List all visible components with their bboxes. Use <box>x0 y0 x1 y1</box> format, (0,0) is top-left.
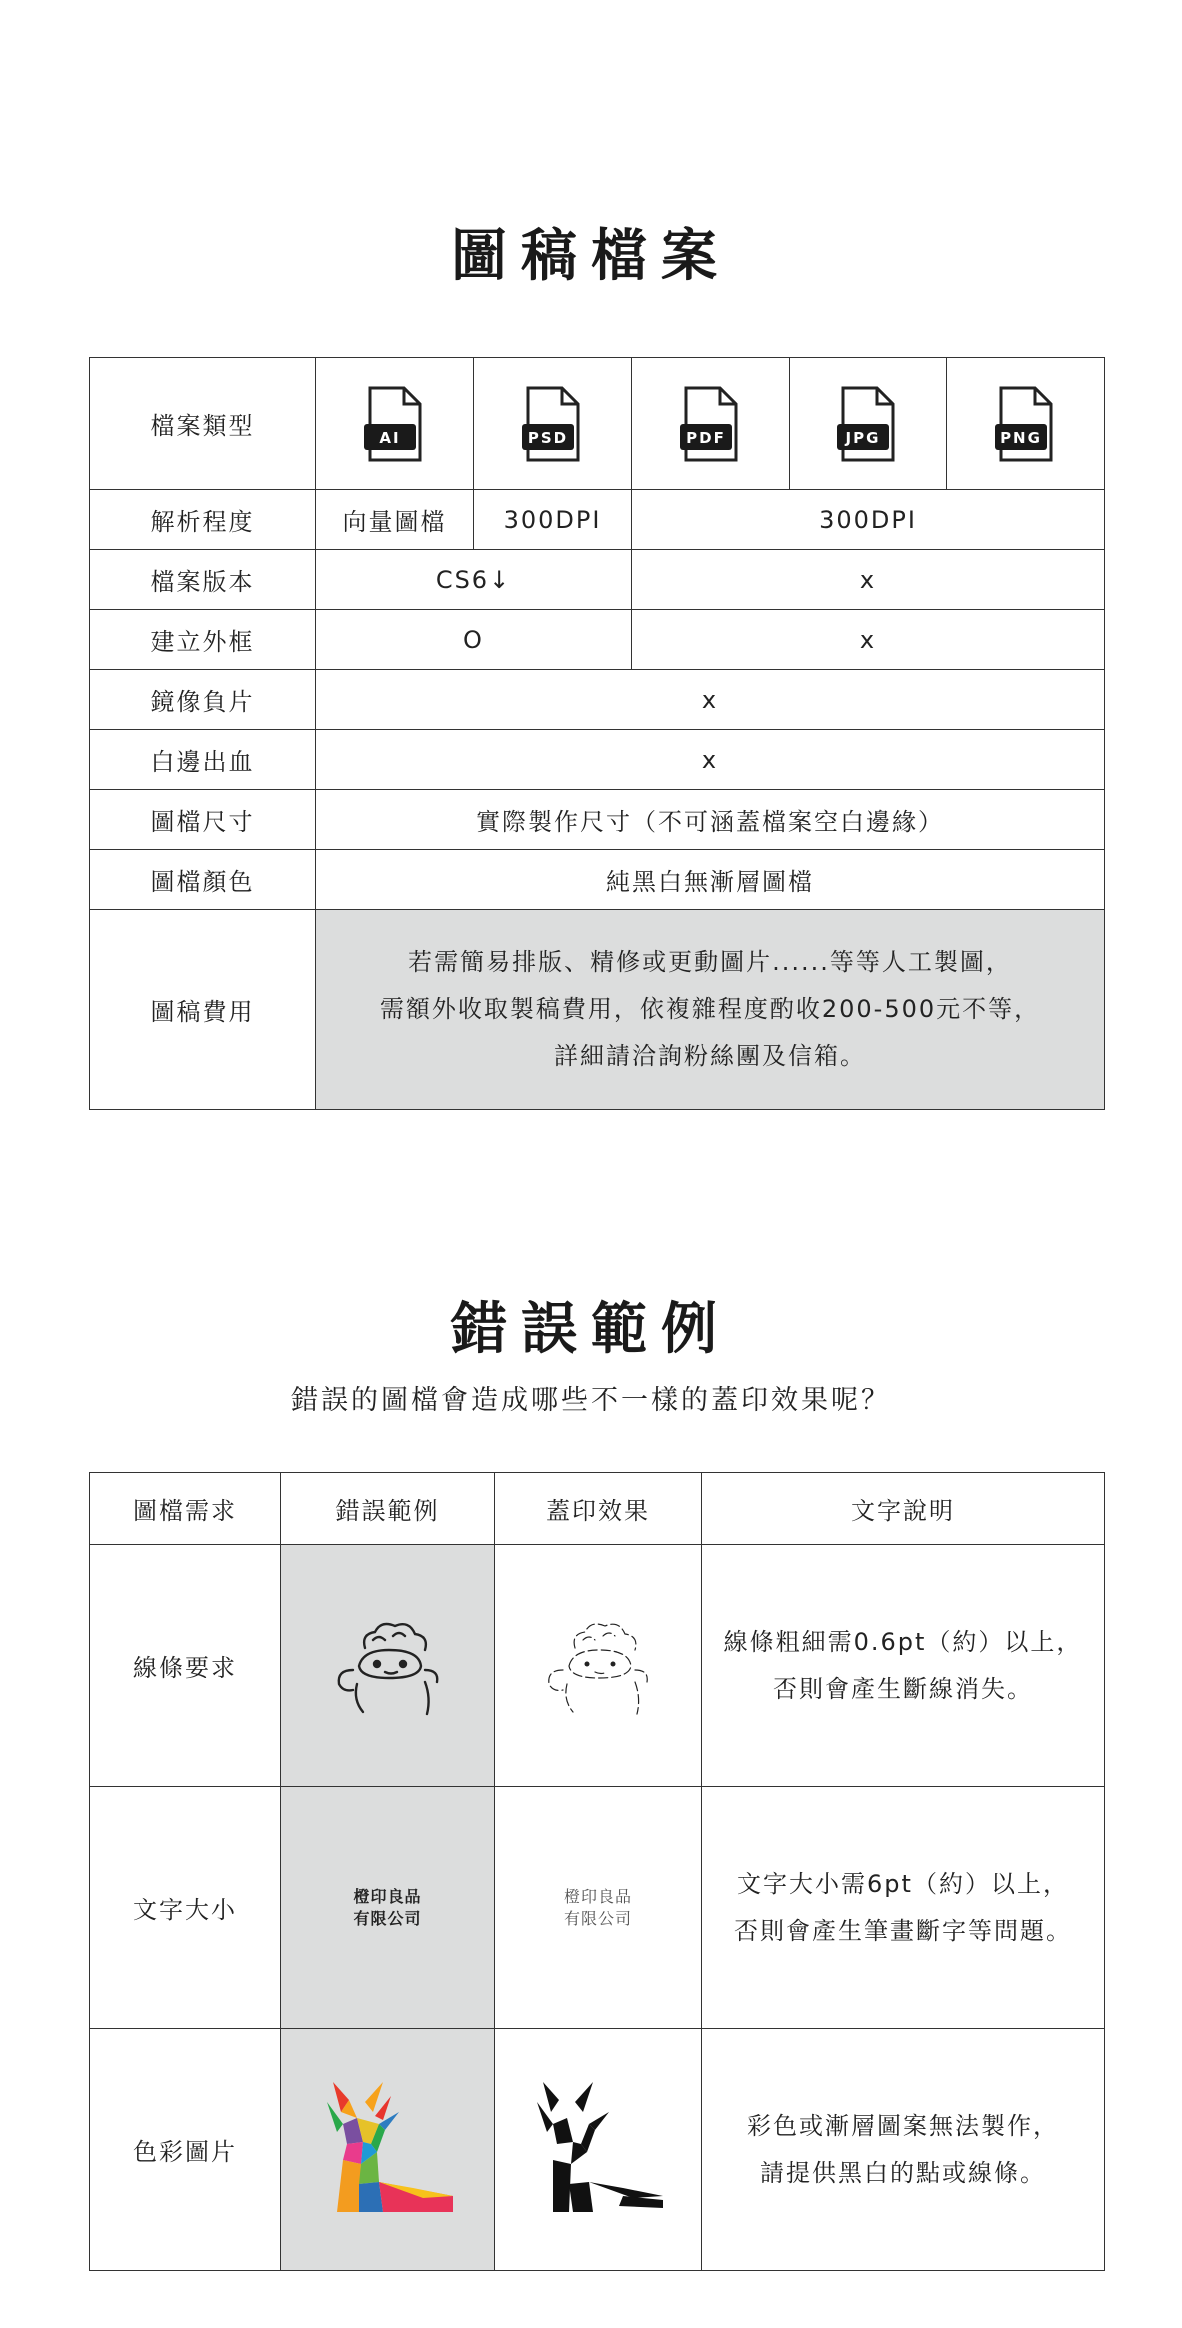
sample-text-line: 橙印良品 <box>353 1886 422 1906</box>
vector-outline: O <box>316 610 632 670</box>
row-label-file-type: 檔案類型 <box>90 358 316 490</box>
vector-version: CS6↓ <box>316 550 632 610</box>
fee-line: 需額外收取製稿費用，依複雜程度酌收200-500元不等， <box>379 995 1041 1023</box>
color-wrong-example <box>281 2029 495 2271</box>
row-label-size: 圖檔尺寸 <box>90 790 316 850</box>
line-note-text: 線條粗細需0.6pt（約）以上， <box>723 1627 1083 1656</box>
svg-text:PNG: PNG <box>999 428 1042 447</box>
row-label-color-image: 色彩圖片 <box>90 2029 281 2271</box>
row-label-color: 圖檔顏色 <box>90 850 316 910</box>
mirror-value: x <box>316 670 1105 730</box>
svg-text:JPG: JPG <box>845 428 881 447</box>
raster-resolution: 300DPI <box>632 490 1105 550</box>
sample-text-line: 有限公司 <box>563 1908 632 1928</box>
raster-outline: x <box>632 610 1105 670</box>
text-note-text: 否則會產生筆畫斷字等問題。 <box>734 1916 1072 1945</box>
row-label-text-size: 文字大小 <box>90 1787 281 2029</box>
row-label-mirror: 鏡像負片 <box>90 670 316 730</box>
pdf-file-icon <box>632 358 790 490</box>
sample-text-line: 有限公司 <box>353 1908 422 1928</box>
fee-line: 若需簡易排版、精修或更動圖片......等等人工製圖， <box>408 948 1012 976</box>
section2-title: 錯誤範例 <box>451 1297 731 1362</box>
line-stamp-result <box>495 1545 702 1787</box>
color-note-text: 請提供黑白的點或線條。 <box>760 2158 1046 2187</box>
text-note-text: 文字大小需6pt（約）以上， <box>737 1869 1069 1898</box>
text-note <box>702 1787 1105 2029</box>
color-note-text: 彩色或漸層圖案無法製作， <box>747 2111 1059 2140</box>
row-label-outline: 建立外框 <box>90 610 316 670</box>
color-value: 純黑白無漸層圖檔 <box>316 850 1105 910</box>
header-stamp-result: 蓋印效果 <box>495 1473 702 1545</box>
header-description: 文字說明 <box>702 1473 1105 1545</box>
text-stamp-result <box>495 1787 702 2029</box>
svg-text:AI: AI <box>378 428 401 447</box>
line-note-text: 否則會產生斷線消失。 <box>773 1674 1033 1703</box>
line-note <box>702 1545 1105 1787</box>
header-requirement: 圖檔需求 <box>90 1473 281 1545</box>
row-label-bleed: 白邊出血 <box>90 730 316 790</box>
psd-file-icon <box>474 358 632 490</box>
jpg-file-icon <box>790 358 947 490</box>
row-label-line: 線條要求 <box>90 1545 281 1787</box>
file-spec-table <box>89 357 1105 1110</box>
cartoon-face-icon <box>313 1608 463 1718</box>
fee-line: 詳細請洽詢粉絲團及信箱。 <box>554 1042 866 1070</box>
size-value: 實際製作尺寸（不可涵蓋檔案空白邊緣） <box>316 790 1105 850</box>
fee-description <box>316 910 1105 1110</box>
row-label-version: 檔案版本 <box>90 550 316 610</box>
ai-resolution: 向量圖檔 <box>316 490 474 550</box>
error-example-table <box>89 1472 1105 2271</box>
ai-file-icon <box>316 358 474 490</box>
section2-subtitle: 錯誤的圖檔會造成哪些不一樣的蓋印效果呢？ <box>291 1385 891 1416</box>
svg-text:PSD: PSD <box>527 428 568 447</box>
png-file-icon <box>947 358 1105 490</box>
section1-title: 圖稿檔案 <box>451 224 731 289</box>
raster-version: x <box>632 550 1105 610</box>
row-label-resolution: 解析程度 <box>90 490 316 550</box>
svg-text:PDF: PDF <box>685 428 726 447</box>
header-wrong-example: 錯誤範例 <box>281 1473 495 1545</box>
sample-text-line: 橙印良品 <box>563 1886 632 1906</box>
bleed-value: x <box>316 730 1105 790</box>
psd-resolution: 300DPI <box>474 490 632 550</box>
color-note <box>702 2029 1105 2271</box>
text-wrong-example <box>281 1787 495 2029</box>
colorful-deer-icon <box>313 2072 463 2222</box>
row-label-fee: 圖稿費用 <box>90 910 316 1110</box>
cartoon-face-broken-icon <box>523 1608 673 1718</box>
color-stamp-result <box>495 2029 702 2271</box>
black-deer-icon <box>523 2072 673 2222</box>
line-wrong-example <box>281 1545 495 1787</box>
